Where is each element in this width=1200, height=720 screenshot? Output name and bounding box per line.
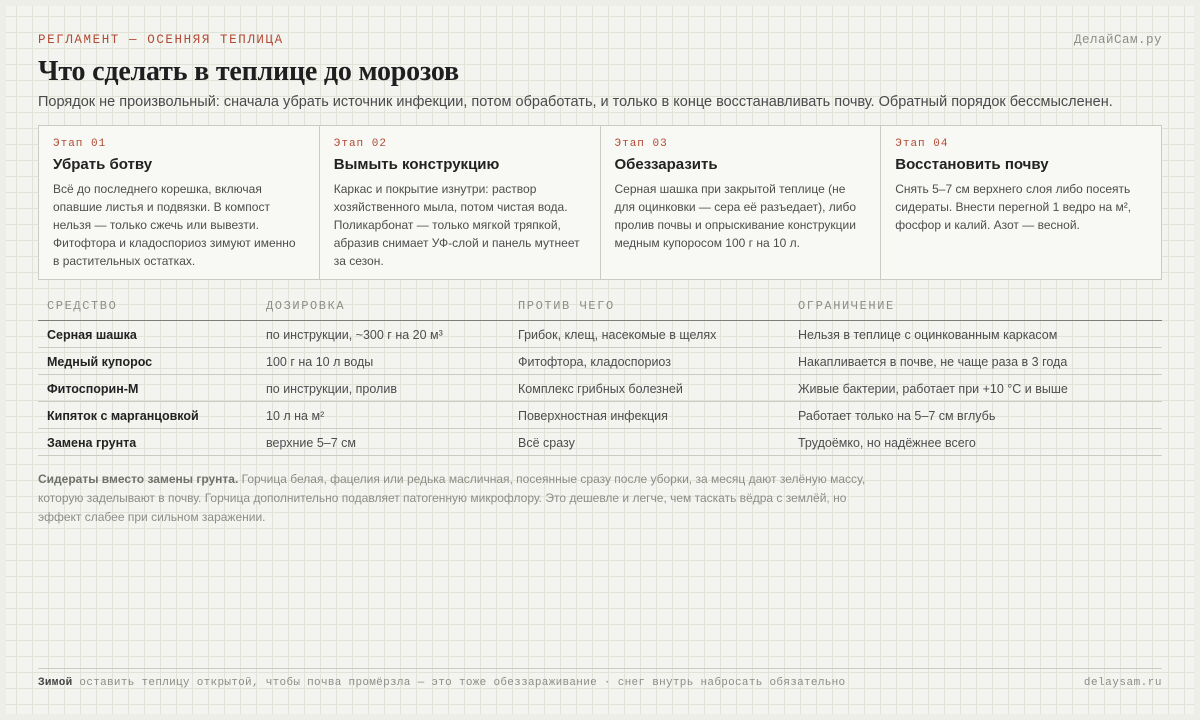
cell-agent: Замена грунта <box>38 429 257 456</box>
cover-crops-note <box>38 470 868 527</box>
treatments-table <box>38 294 1162 456</box>
cell-target: Всё сразу <box>509 429 789 456</box>
cell-dosage: 10 л на м² <box>257 402 509 429</box>
cell-target: Грибок, клещ, насекомые в щелях <box>509 321 789 348</box>
page-title: Что сделать в теплице до морозов <box>38 56 459 87</box>
cell-agent: Фитоспорин-М <box>38 375 257 402</box>
stage-text: Снять 5–7 см верхнего слоя либо посеять сидераты. Внести перегной 1 ведро на м², фосфор и калий. Азот — весной. <box>895 182 1132 232</box>
footer-tip <box>38 677 845 689</box>
footer-lead: Зимой <box>38 677 73 689</box>
cell-dosage: верхние 5–7 см <box>257 429 509 456</box>
footer-brand[interactable]: delaysam.ru <box>1083 677 1162 689</box>
cell-limitation: Накапливается в почве, не чаще раза в 3 года <box>789 348 1162 375</box>
cell-dosage: 100 г на 10 л воды <box>257 348 509 375</box>
cell-dosage: по инструкции, пролив <box>257 375 509 402</box>
footer-divider <box>38 668 1162 669</box>
stage-text: Каркас и покрытие изнутри: раствор хозяйственного мыла, потом чистая вода. Поликарбонат — только мягкой тряпкой, абразив снимает УФ-слой и панель мутнеет за сезон. <box>333 182 580 268</box>
site-brand[interactable]: ДелайСам.ру <box>1073 33 1162 47</box>
cell-limitation: Трудоёмко, но надёжнее всего <box>789 429 1162 456</box>
column-header-limitation: ОГРАНИЧЕНИЕ <box>789 294 1162 321</box>
footer-text: оставить теплицу открытой, чтобы почва промёрзла — это тоже обеззараживание · снег внутрь набросать обязательно <box>72 677 846 689</box>
stages-row <box>38 125 1162 280</box>
stage-number: Этап 01 <box>53 138 107 150</box>
table-row <box>38 375 1162 402</box>
stage-number: Этап 04 <box>895 138 949 150</box>
eyebrow-label: РЕГЛАМЕНТ — ОСЕННЯЯ ТЕПЛИЦА <box>38 33 284 47</box>
cell-limitation: Работает только на 5–7 см вглубь <box>789 402 1162 429</box>
column-header-agent: СРЕДСТВО <box>38 294 257 321</box>
stage-card-2 <box>320 126 601 279</box>
cell-limitation: Живые бактерии, работает при +10 °С и выше <box>789 375 1162 402</box>
table-row <box>38 321 1162 348</box>
cell-agent: Серная шашка <box>38 321 257 348</box>
cell-limitation: Нельзя в теплице с оцинкованным каркасом <box>789 321 1162 348</box>
stage-number: Этап 03 <box>614 138 668 150</box>
note-lead: Сидераты вместо замены грунта. <box>38 472 239 486</box>
stage-title: Обеззаразить <box>614 156 718 173</box>
stage-title: Восстановить почву <box>895 156 1049 173</box>
table-row <box>38 402 1162 429</box>
stage-text: Серная шашка при закрытой теплице (не для оцинковки — сера её разъедает), либо пролив почвы и опрыскивание конструкции медным купоросом 100 г на 10 л. <box>614 182 857 250</box>
note-text: Горчица белая, фацелия или редька масличная, посеянные сразу после уборки, за месяц дают зелёную массу, которую заделывают в почву. Горчица дополнительно подавляет патогенную микрофлору. Это дешевле и легче, чем таскать вёдра с землёй, но эффект слабее при сильном заражении. <box>38 472 866 524</box>
cell-dosage: по инструкции, ~300 г на 20 м³ <box>257 321 509 348</box>
cell-target: Поверхностная инфекция <box>509 402 789 429</box>
cell-agent: Кипяток с марганцовкой <box>38 402 257 429</box>
table-row <box>38 348 1162 375</box>
stage-number: Этап 02 <box>333 138 387 150</box>
stage-text: Всё до последнего корешка, включая опавшие листья и подвязки. В компост нельзя — только сжечь или вывезти. Фитофтора и кладоспориоз зимуют именно в растительных остатках. <box>53 182 296 268</box>
table-header-row <box>38 294 1162 321</box>
column-header-target: ПРОТИВ ЧЕГО <box>509 294 789 321</box>
cell-target: Комплекс грибных болезней <box>509 375 789 402</box>
stage-title: Вымыть конструкцию <box>333 156 500 173</box>
table-row <box>38 429 1162 456</box>
cell-agent: Медный купорос <box>38 348 257 375</box>
stage-title: Убрать ботву <box>53 156 153 173</box>
page-lede: Порядок не произвольный: сначала убрать источник инфекции, потом обработать, и только в конце восстанавливать почву. Обратный порядок бессмысленен. <box>38 94 1113 110</box>
stage-card-4 <box>881 126 1161 279</box>
column-header-dosage: ДОЗИРОВКА <box>257 294 509 321</box>
stage-card-1 <box>39 126 320 279</box>
stage-card-3 <box>601 126 882 279</box>
cell-target: Фитофтора, кладоспориоз <box>509 348 789 375</box>
